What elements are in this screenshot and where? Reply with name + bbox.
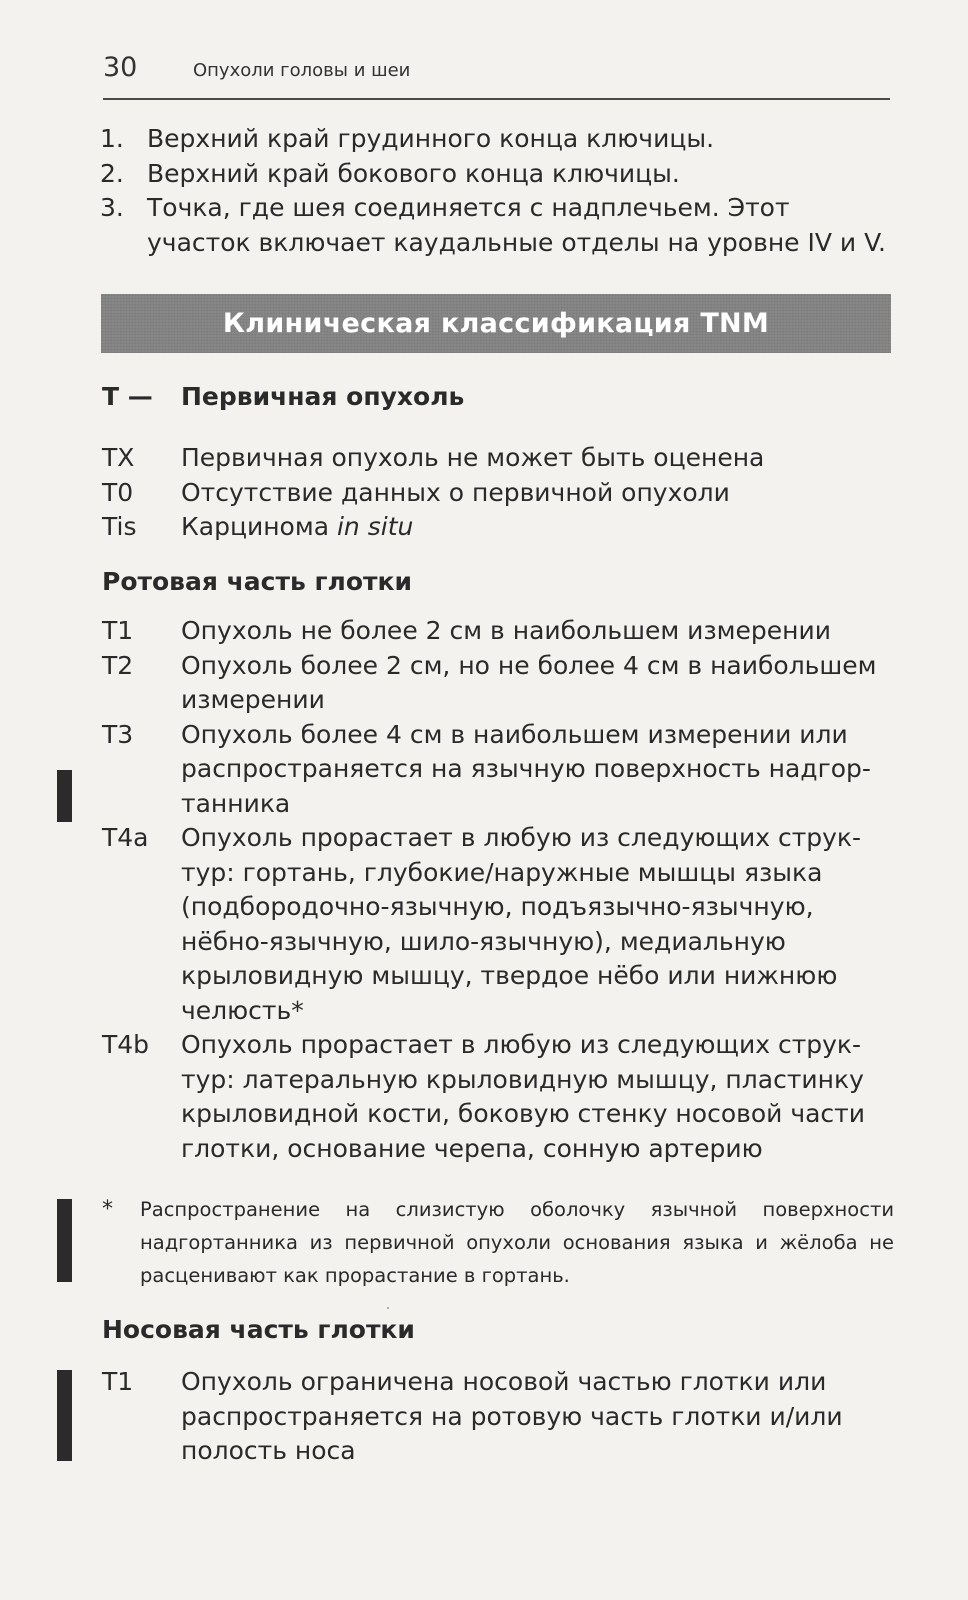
list-item bbox=[100, 157, 895, 192]
entry-text bbox=[181, 510, 892, 545]
list-item-number: 3. bbox=[100, 193, 124, 222]
classification-entry bbox=[102, 649, 892, 718]
entry-code: T4b bbox=[102, 1030, 150, 1059]
footnote-text: Распространение на слизистую оболочку язычной поверхности надгортанника из первичной опухоли основания языка и жёлоба не расценивают как прорастание в гортань. bbox=[140, 1198, 894, 1287]
entry-code: TX bbox=[102, 443, 135, 472]
entry-text: Опухоль более 2 см, но не более 4 см в наибольшем измерении bbox=[181, 650, 877, 714]
entry-code: T1 bbox=[102, 1367, 134, 1396]
revision-bar bbox=[57, 1370, 72, 1461]
t-category-heading bbox=[102, 382, 464, 411]
revision-bar bbox=[57, 770, 72, 822]
entry-text-italic: in situ bbox=[336, 512, 414, 541]
general-entries bbox=[102, 441, 892, 545]
entry-text: Опухоль прорастает в любую из следующих структур: латеральную крыловидную мышцу, пластинку крыловидной кости, боковую стенку носовой части глотки, основание черепа, сонную артерию bbox=[181, 1030, 865, 1163]
list-item-text: Верхний край грудинного конца ключицы. bbox=[147, 124, 715, 153]
t-heading-text: Первичная опухоль bbox=[181, 382, 465, 411]
classification-entry bbox=[102, 441, 892, 476]
entry-code: T0 bbox=[102, 477, 134, 507]
t-heading-code: T — bbox=[102, 382, 153, 411]
entry-text: Отсутствие данных о первичной опухоли bbox=[181, 477, 730, 507]
list-item-number: 2. bbox=[100, 158, 124, 188]
entry-text-plain: Карцинома bbox=[181, 512, 330, 541]
list-item-text: Точка, где шея соединяется с надплечьем. Этот участок включает каудальные отделы на уровне IV и V. bbox=[147, 193, 886, 257]
entry-code: Tis bbox=[102, 512, 137, 541]
list-item bbox=[100, 191, 895, 260]
entry-code: T1 bbox=[102, 616, 134, 645]
footnote bbox=[102, 1193, 894, 1292]
list-item-number: 1. bbox=[100, 124, 124, 153]
print-speck bbox=[387, 1307, 389, 1309]
classification-entry bbox=[102, 1365, 892, 1469]
entry-text: Первичная опухоль не может быть оценена bbox=[181, 443, 765, 472]
running-header bbox=[103, 48, 890, 100]
oropharynx-entries bbox=[102, 614, 892, 1166]
list-item-text: Верхний край бокового конца ключицы. bbox=[147, 158, 680, 188]
entry-text: Опухоль ограничена носовой частью глотки или распространяется на ротовую часть глотки и/или полость носа bbox=[181, 1367, 843, 1465]
entry-code: T3 bbox=[102, 719, 134, 749]
classification-entry bbox=[102, 510, 892, 545]
entry-text: Опухоль прорастает в любую из следующих структур: гортань, глубокие/наружные мышцы языка (подбородочно-язычную, подъязычно-язычную, нёбно-язычную, шило-язычную), медиальную крыловидную мышцу, твердое нёбо или нижнюю челюсть* bbox=[181, 823, 862, 1025]
classification-entry bbox=[102, 1028, 892, 1166]
classification-entry bbox=[102, 821, 892, 1028]
footnote-mark: * bbox=[102, 1197, 113, 1222]
oropharynx-heading: Ротовая часть глотки bbox=[102, 567, 412, 596]
classification-entry bbox=[102, 476, 892, 511]
list-item bbox=[100, 122, 895, 157]
entry-text: Опухоль более 4 см в наибольшем измерении или распространяется на язычную поверхность надгортанника bbox=[181, 719, 871, 818]
section-banner-title: Клиническая классификация TNM bbox=[222, 308, 770, 339]
classification-entry bbox=[102, 614, 892, 649]
nasopharynx-entries bbox=[102, 1365, 892, 1469]
page-number: 30 bbox=[103, 52, 138, 83]
section-banner bbox=[101, 294, 891, 353]
entry-code: T4a bbox=[102, 823, 149, 852]
intro-numbered-list bbox=[100, 122, 895, 260]
revision-bar bbox=[57, 1199, 72, 1282]
entry-code: T2 bbox=[102, 650, 134, 680]
entry-text: Опухоль не более 2 см в наибольшем измерении bbox=[181, 616, 831, 645]
nasopharynx-heading: Носовая часть глотки bbox=[102, 1315, 415, 1344]
running-header-title: Опухоли головы и шеи bbox=[193, 60, 411, 81]
classification-entry bbox=[102, 718, 892, 822]
